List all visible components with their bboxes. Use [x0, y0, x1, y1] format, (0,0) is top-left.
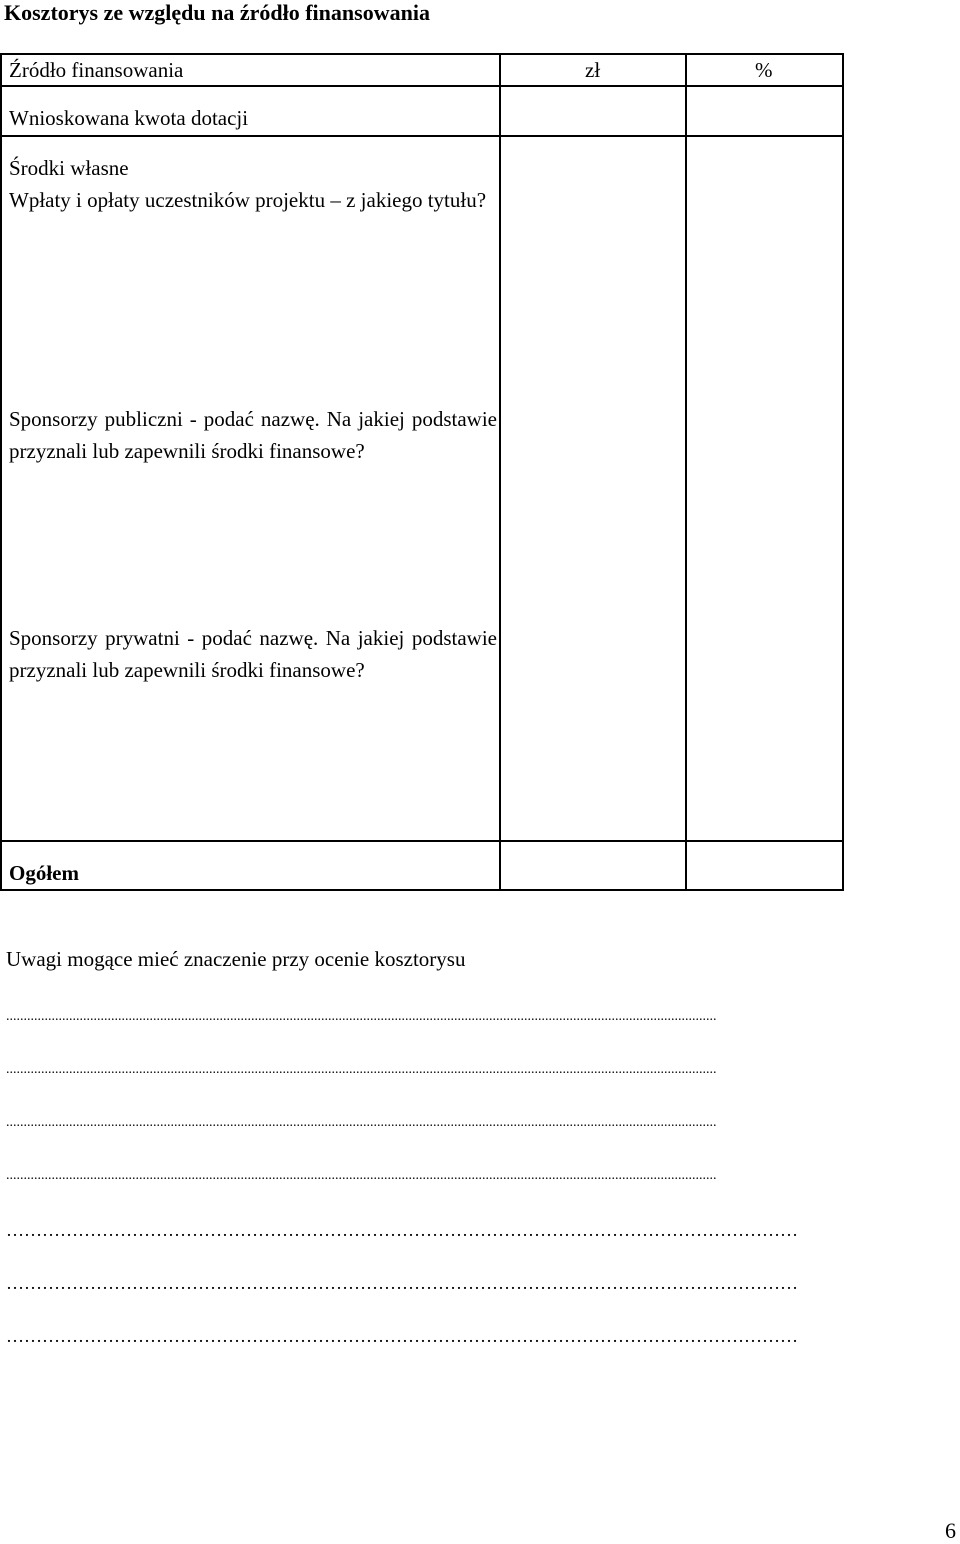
remarks-dotted-line: ........................................................................................................................................................................................................... — [6, 1115, 717, 1130]
row-total: Ogółem — [9, 861, 79, 885]
page-number: 6 — [945, 1518, 956, 1543]
remarks-ellipsis-line: …………………………………………………………………………………………………………………… — [6, 1220, 798, 1240]
row-own-funds: Środki własne — [9, 156, 129, 180]
table-border-bottom — [0, 889, 844, 891]
table-column-divider — [499, 53, 501, 891]
row-requested-grant: Wnioskowana kwota dotacji — [9, 106, 249, 130]
header-percent: % — [755, 58, 773, 82]
table-row-divider — [0, 840, 844, 842]
table-row-divider — [0, 135, 844, 137]
page-title: Kosztorys ze względu na źródło finansowania — [4, 0, 430, 25]
table-column-divider — [685, 53, 687, 891]
table-border-left — [0, 53, 2, 891]
remarks-dotted-line: ........................................................................................................................................................................................................... — [6, 1168, 717, 1183]
remarks-dotted-line: ........................................................................................................................................................................................................... — [6, 1009, 717, 1024]
remarks-ellipsis-line: …………………………………………………………………………………………………………………… — [6, 1326, 798, 1346]
remarks-dotted-line: ........................................................................................................................................................................................................... — [6, 1062, 717, 1077]
header-source: Źródło finansowania — [9, 58, 184, 82]
row-private-sponsors: Sponsorzy prywatni - podać nazwę. Na jakiej podstawie przyznali lub zapewnili środki finansowe? — [9, 626, 497, 682]
remarks-label: Uwagi mogące mieć znaczenie przy ocenie kosztorysu — [6, 947, 466, 971]
row-public-sponsors: Sponsorzy publiczni - podać nazwę. Na jakiej podstawie przyznali lub zapewnili środki finansowe? — [9, 407, 497, 463]
table-border-right — [842, 53, 844, 891]
remarks-ellipsis-line: …………………………………………………………………………………………………………………… — [6, 1273, 798, 1293]
header-amount: zł — [585, 58, 601, 82]
row-participant-fees: Wpłaty i opłaty uczestników projektu – z jakiego tytułu? — [9, 188, 487, 212]
